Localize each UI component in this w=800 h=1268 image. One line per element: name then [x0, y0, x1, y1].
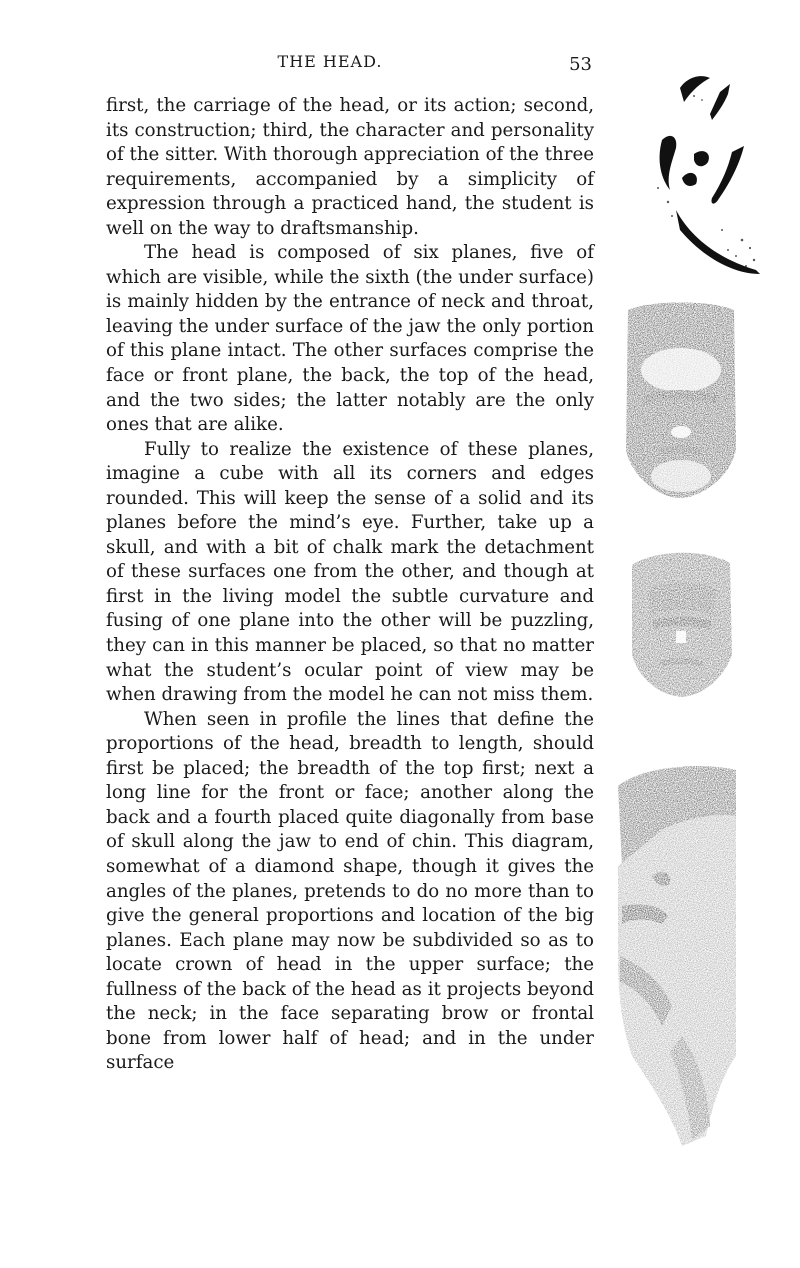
page-number: 53 — [569, 54, 592, 75]
paragraph: Fully to realize the existence of these planes, imagine a cube with all its corners and edges rounded. This will keep the sense of a solid and its planes before the mind’s eye. Further, take up a skull, and with a bit of chalk mark the detachment of these surfaces one from the other, and though at first in the living model the subtle curvature and fusing of one plane into the other will be puzzling, they can in this manner be placed, so that no matter what the student’s ocular point of view may be when drawing from the model he can not miss them. — [106, 438, 594, 706]
downturned-face-sketch — [626, 545, 736, 705]
profile-ink-sketch — [632, 70, 762, 280]
paragraph: When seen in profile the lines that define the proportions of the head, breadth to length, should first be placed; the breadth of the top first; next a long line for the front or face; another along the back and a fourth placed quite diagonally from base of skull along the jaw to end of chin. This diagram, somewhat of a diamond shape, though it gives the angles of the planes, pretends to do no more than to give the general proportions and location of the big planes. Each plane may now be subdivided so as to locate crown of head in the upper surface; the fullness of the back of the head as it projects beyond the neck; in the face separating brow or frontal bone from lower half of head; and in the under surface — [106, 708, 594, 1074]
paragraph: The head is composed of six planes, five of which are visible, while the sixth (the under surface) is mainly hidden by the entrance of neck and throat, leaving the under surface of the jaw the only portion of this plane intact. The other surfaces comprise the face or front plane, the back, the top of the head, and the two sides; the latter notably are the only ones that are alike. — [106, 242, 594, 436]
upturned-profile-sketch — [612, 756, 742, 1150]
frontal-face-sketch — [620, 300, 742, 500]
running-head — [106, 52, 594, 78]
body-text — [106, 94, 594, 1076]
running-title-text: THE HEAD. — [277, 52, 383, 71]
running-title — [106, 52, 594, 71]
margin-sketches — [612, 70, 762, 1150]
paragraph: first, the carriage of the head, or its action; second, its construction; third, the character and personality of the sitter. With thorough appreciation of the three requirements, accompanied by a simplicity of expression through a practiced hand, the student is well on the way to draftsmanship. — [106, 95, 594, 239]
